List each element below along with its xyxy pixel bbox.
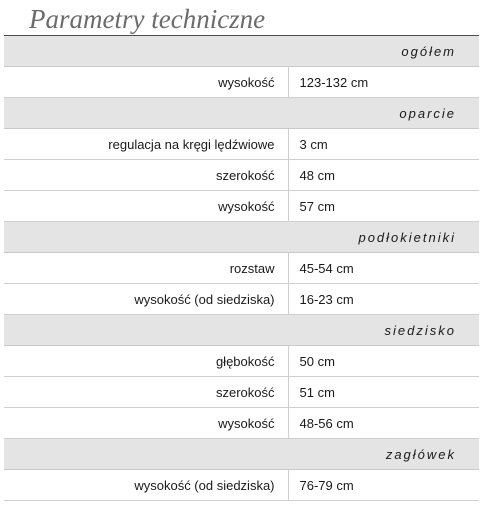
spec-label: wysokość (od siedziska) xyxy=(4,284,288,315)
section-header-siedzisko xyxy=(4,315,479,346)
spec-value: 57 cm xyxy=(288,191,479,222)
spec-value: 3 cm xyxy=(288,129,479,160)
section-title: oparcie xyxy=(4,98,479,129)
section-header-ogolem xyxy=(4,36,479,67)
spec-label: wysokość xyxy=(4,408,288,439)
table-row xyxy=(4,470,479,501)
table-row xyxy=(4,67,479,98)
table-row xyxy=(4,253,479,284)
specs-table-body xyxy=(4,36,479,501)
section-header-oparcie xyxy=(4,98,479,129)
section-header-podlokietniki xyxy=(4,222,479,253)
section-title: zagłówek xyxy=(4,439,479,470)
table-row xyxy=(4,191,479,222)
spec-label: szerokość xyxy=(4,160,288,191)
table-row xyxy=(4,160,479,191)
page-title: Parametry techniczne xyxy=(29,4,266,34)
spec-value: 123-132 cm xyxy=(288,67,479,98)
table-row xyxy=(4,129,479,160)
section-title: siedzisko xyxy=(4,315,479,346)
spec-value: 50 cm xyxy=(288,346,479,377)
spec-label: wysokość xyxy=(4,191,288,222)
spec-value: 48 cm xyxy=(288,160,479,191)
spec-value: 76-79 cm xyxy=(288,470,479,501)
spec-label: głębokość xyxy=(4,346,288,377)
spec-value: 45-54 cm xyxy=(288,253,479,284)
spec-value: 48-56 cm xyxy=(288,408,479,439)
section-header-zaglowek xyxy=(4,439,479,470)
spec-value: 16-23 cm xyxy=(288,284,479,315)
table-row xyxy=(4,284,479,315)
table-row xyxy=(4,377,479,408)
spec-value: 51 cm xyxy=(288,377,479,408)
spec-label: regulacja na kręgi lędźwiowe xyxy=(4,129,288,160)
spec-label: rozstaw xyxy=(4,253,288,284)
table-row xyxy=(4,346,479,377)
spec-label: wysokość (od siedziska) xyxy=(4,470,288,501)
section-title: podłokietniki xyxy=(4,222,479,253)
spec-label: szerokość xyxy=(4,377,288,408)
spec-label: wysokość xyxy=(4,67,288,98)
section-title: ogółem xyxy=(4,36,479,67)
specs-table xyxy=(4,36,479,501)
table-row xyxy=(4,408,479,439)
